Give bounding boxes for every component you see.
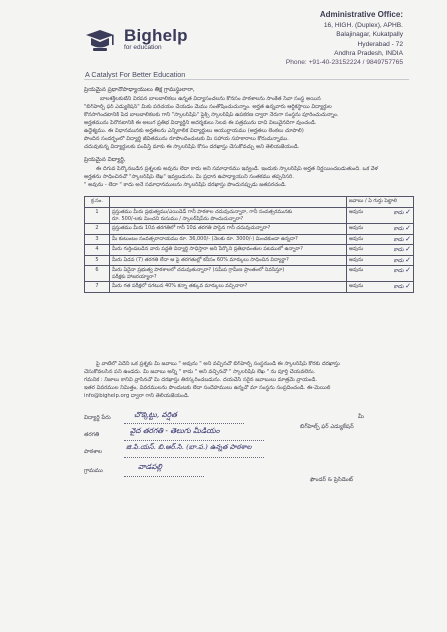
address-line: Andhra Pradesh, INDIA (334, 49, 403, 57)
salutation-headmaster: ప్రియమైన ప్రధానోపాధ్యాయులు తీక్ష గ్రామస్థులారా, (84, 87, 195, 93)
answer-no: కాదు (393, 247, 404, 253)
signature-organisation: బిగ్‌హెల్ప్ ఫర్ ఎడ్యుకేషన్ (300, 424, 354, 430)
school-label: పాఠశాల (84, 449, 102, 455)
col-header-serial: క్ర.సం. (85, 197, 110, 208)
office-address-block (286, 10, 403, 67)
question-text: మీరు గుర్తింపబడిన వారు పద్ధతి విద్యార్థి సాధిస్తారా అని పేర్కొని ప్రతిభావంతుల పటములో ఉన్నారా? (112, 246, 303, 252)
para1-line: కొనసాగించటానికి పేద బాలబాలికలకు గానీ "స్కాలర్‌షిప్" ఫ్లెక్స్ స్కాలర్‌షిప్ ఉపకరణ ద్వారా నేరుగా సంస్థను పూరించుచున్నాం. (84, 112, 339, 118)
question-cell (110, 282, 347, 293)
para2-line: అర్హతను సాధించినచో "స్కాలర్‌షిప్ లేఖ" ఇవ్వబడును. మీ ప్రధాన ఉపాధ్యాయుని సంతకము తప్పనిసరి. (84, 174, 294, 180)
para2-line: ఈ దిగువ పేర్కొనబడిన ప్రశ్నలకు అవును లేదా కాదు అని సమాధానము ఇవ్వండి. ఇందుకు స్కాలర్‌షిప్ అర్హత నిర్ణయించబడుతుంది. ఒక వేళ (96, 166, 378, 172)
address-line: Hyderabad - 72 (357, 40, 403, 48)
school-value[interactable]: జి.పి.యస్. బి.ఆర్.సి. (బా.ప.) ఉన్నత పాఠశాల (126, 443, 252, 451)
question-text: రూ. 500/-లకు మించని రుసుము / స్కాలర్‌షిప్‌ను పొందుచున్నారా? (112, 215, 244, 222)
address-line: Balajinagar, Kukatpally (336, 31, 403, 39)
phone-number: Phone: +91-40-23152224 / 9849757765 (285, 59, 403, 67)
para1-line: ఉద్దేశ్యము. ఈ విధానమునకు అర్హతలను ఎన్నికాలిక విద్యార్థులు ఆయుర్దాయము (అర్హతలు లెంకలు చూపాలి) (84, 128, 304, 134)
question-cell (110, 245, 347, 256)
row-number: 5 (85, 255, 110, 266)
para3-line: పై వాటిలో ఏదేని ఒక ప్రశ్నకు మీ జవాబు " అవును " అని వచ్చినచో బిగ్‌హెల్ప్ సంస్థనుండి ఈ స్కాలర్‌షిప్ కొరకు దరఖాస్తు (96, 361, 340, 367)
answer-cell[interactable] (347, 255, 414, 266)
para3-line: చేసుకోవలసిన పని ఉండదు. మీ జవాబు అన్నీ " కాదు " అని వచ్చినచో " స్కాలర్‌షిప్ లేఖ " ను పూర్తి చేయవలెను. (84, 369, 316, 375)
signature-role: ఫౌండర్ & ప్రెసిడెంట్ (310, 477, 353, 483)
para3-line: గమనిక : నిజాలు కానివి వ్రాసినచో మీ దరఖాస్తు తిరస్కరించబడును. దయచేసి సరైన జవాబులు మాత్రమే వ్రాయండి. (84, 377, 318, 383)
bighelp-logo-icon (84, 28, 116, 54)
class-value[interactable]: వైద తరగతి - తెలుగు మీడియం (130, 426, 220, 435)
check-mark-icon: ✓ (405, 234, 411, 243)
answer-cell[interactable] (347, 224, 414, 235)
option-yes: అవును (349, 246, 364, 252)
row-number: 6 (85, 266, 110, 282)
table-row (85, 234, 414, 245)
question-cell (110, 234, 347, 245)
brand-subtitle: for education (124, 44, 162, 51)
answer-cell[interactable] (347, 282, 414, 293)
table-row (85, 224, 414, 235)
answer-no: కాదు (393, 226, 404, 232)
class-line (124, 440, 264, 441)
para1-line: చదువుకున్న విద్యార్థులకు పంపిస్తే మాకు ఈ స్కాలర్‌షిప్ కోసం దరఖాస్తు చేసుకోవచ్చు అని తెలియజేయండి. (84, 144, 300, 150)
check-mark-icon: ✓ (405, 245, 411, 253)
para1-line: "బిగ్‌హెల్ప్ ఫర్ ఎడ్యుకేషన్" మీకు పరిచయం చేయడం మేము సంతోషించుచున్నాం. అర్హత ఉన్నవారు ఆర్థికస్థాయి విద్యార్థుల (84, 104, 332, 110)
answer-cell[interactable] (347, 234, 414, 245)
para1-line: పొందిన సందర్భంలో విద్యార్థి జీవితమును రూపొందించుటకు మీ సహాయ సహకారాలు కోరుచున్నాము. (84, 136, 289, 142)
question-cell (110, 255, 347, 266)
answer-cell[interactable] (347, 266, 414, 282)
option-yes: అవును (349, 283, 364, 289)
row-number: 4 (85, 245, 110, 256)
table-header-row (85, 197, 414, 208)
question-text: ప్రస్తుతము మీరు 10వ తరగతిలో గానీ 10వ తరగతి పాసైన గానీ చదువుచున్నారా? (112, 225, 271, 231)
student-name-line (124, 423, 244, 424)
option-yes: అవును (349, 209, 364, 215)
question-text: ప్రస్తుతము మీరు ప్రభుత్వము/ఎయిడెడ్ గానీ పాఠశాల చదువుచున్నారా, గానీ సంవత్సరమునకు (112, 209, 293, 215)
check-mark-icon: ✓ (405, 224, 411, 232)
row-number: 2 (85, 224, 110, 235)
option-yes: అవును (349, 225, 364, 231)
col-header-question (110, 197, 347, 208)
salutation-student: ప్రియమైన విద్యార్థి, (84, 157, 126, 163)
para1-line: బాలశక్తిలకుటిని విరపన బాలబాలికలు ఉన్నత విద్యాసంచలను కొనసం పాఠశాలను సాంకేత సేవా సంస్థ అయిన (100, 96, 321, 102)
answer-no: కాదు (393, 210, 404, 216)
signature-salutation: మీ (358, 414, 364, 420)
tagline: A Catalyst For Better Education (85, 70, 186, 79)
class-label: తరగతి (84, 432, 100, 438)
check-mark-icon: ✓ (405, 282, 411, 290)
option-yes: అవును (349, 267, 364, 273)
question-cell (110, 224, 347, 235)
table-row (85, 266, 414, 282)
para2-line: " అవును - లేదా " కాదు అనే సమాధానములను స్కాలర్‌షిప్ దరఖాస్తు పొందునప్పుడు జతపరచండి. (84, 182, 287, 188)
answer-cell[interactable] (347, 208, 414, 224)
check-mark-icon: ✓ (405, 266, 411, 274)
question-text: మీరు ఏదైనా ప్రభుత్వ పాఠశాలలో చదువుతున్నారా? (సమీప గ్రామీణ ప్రాంతంలో నివసిస్తూ) (112, 267, 285, 273)
table-row (85, 245, 414, 256)
table-row (85, 255, 414, 266)
answer-no: కాదు (393, 268, 404, 274)
para3-line: info@bighelp.org ద్వారా గానీ తెలియజేయండి. (84, 393, 190, 399)
option-yes: అవును (349, 256, 364, 263)
answer-no: కాదు (393, 257, 404, 264)
row-number: 1 (85, 208, 110, 224)
para3-line: ఇతర వివరముల నిమిత్తం, వివరములను పొందుటకు లేదా సందేహములు ఉన్నచో మా సంస్థను సంప్రదించండి. ఈ-మెయిల్ (84, 385, 331, 391)
office-title: Administrative Office: (319, 10, 403, 19)
question-text: పరీక్షకు హాజరయ్యారా? (112, 273, 157, 280)
address-line: 16, HIGH. (Duplex), APHB. (323, 22, 403, 30)
option-yes: అవును (349, 235, 364, 242)
para1-line: అర్హతమును పేరొనటానికి ఈ అలుగ ప్రతిభ విద్యార్థిని అదర్శకులు సెలవ ఈ పత్రమును దాచి విలువైనదిగా వుంచండి. (84, 120, 317, 126)
check-mark-icon: ✓ (405, 208, 411, 216)
question-text: మీరు ఏడవ (7) తరగతి లేదా ఆ పై తరగతుల్లో కనీసం 60% మార్కులు సాధించిన విద్యార్థా? (112, 256, 289, 263)
question-cell (110, 266, 347, 282)
student-name-value[interactable]: చొక్కెట్టు, వర్షిత (134, 410, 177, 419)
question-text: మీ కుటుంబం సంవత్సరాదాయము రూ. 36,000/- (నెలకు రూ. 3000/-) మించకుండా ఉన్నదా? (112, 235, 298, 242)
answer-no: కాదు (393, 236, 404, 243)
header-divider (84, 79, 409, 80)
question-text: మీరు గత పరీక్షలో సగటున 40% కన్నా తక్కువ మార్కులు వచ్చినారా? (112, 283, 248, 289)
table-row (85, 282, 414, 293)
row-number: 7 (85, 282, 110, 293)
village-line (124, 476, 204, 477)
answer-cell[interactable] (347, 245, 414, 256)
village-label: గ్రామము (84, 468, 103, 474)
row-number: 3 (85, 234, 110, 245)
check-mark-icon: ✓ (405, 255, 411, 264)
question-cell (110, 208, 347, 224)
table-row (85, 208, 414, 224)
eligibility-table (84, 196, 414, 293)
answer-no: కాదు (393, 284, 404, 290)
brand-name: Bighelp (124, 26, 188, 45)
school-line (124, 457, 264, 458)
village-value[interactable]: వాడపల్లి (138, 462, 162, 471)
col-header-answer: జవాబు / ఏ గుర్తు పెట్టాలి (347, 197, 414, 208)
student-name-label: విద్యార్థి పేరు (84, 415, 111, 421)
